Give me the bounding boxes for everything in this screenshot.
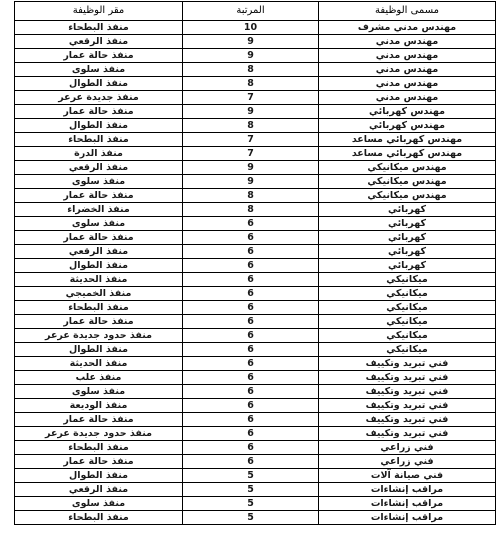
table-row <box>15 147 496 161</box>
cell-rank: 5 <box>183 483 319 497</box>
cell-job-location: منفذ علب <box>15 371 183 385</box>
table-row <box>15 357 496 371</box>
column-header-job-title: مسمى الوظيفة <box>319 2 496 21</box>
cell-job-location: منفذ حالة عمار <box>15 413 183 427</box>
cell-rank: 6 <box>183 301 319 315</box>
cell-rank: 5 <box>183 511 319 525</box>
cell-job-title: كهربائي <box>319 217 496 231</box>
cell-job-title: فني تبريد وتكييف <box>319 413 496 427</box>
cell-job-title: مهندس كهربائي <box>319 119 496 133</box>
table-row <box>15 175 496 189</box>
cell-job-location: منفذ البطحاء <box>15 441 183 455</box>
cell-job-location: منفذ سلوى <box>15 217 183 231</box>
cell-job-title: فني صيانة آلات <box>319 469 496 483</box>
table-row <box>15 231 496 245</box>
table-row <box>15 63 496 77</box>
table-row <box>15 385 496 399</box>
cell-job-location: منفذ الرقعي <box>15 161 183 175</box>
job-listings-document <box>14 1 495 525</box>
cell-job-title: فني تبريد وتكييف <box>319 371 496 385</box>
table-row <box>15 35 496 49</box>
cell-job-location: منفذ حالة عمار <box>15 105 183 119</box>
cell-job-location: منفذ الخضراء <box>15 203 183 217</box>
cell-job-location: منفذ البطحاء <box>15 133 183 147</box>
cell-job-title: مهندس مدني <box>319 63 496 77</box>
table-row <box>15 77 496 91</box>
table-row <box>15 413 496 427</box>
cell-job-title: فني تبريد وتكييف <box>319 427 496 441</box>
cell-job-title: فني زراعي <box>319 441 496 455</box>
table-row <box>15 49 496 63</box>
table-row <box>15 287 496 301</box>
table-header-row <box>15 2 496 21</box>
cell-job-title: ميكانيكي <box>319 343 496 357</box>
table-row <box>15 245 496 259</box>
cell-rank: 6 <box>183 441 319 455</box>
cell-job-location: منفذ الحديثة <box>15 357 183 371</box>
cell-rank: 6 <box>183 329 319 343</box>
cell-job-location: منفذ البطحاء <box>15 21 183 35</box>
cell-job-title: فني تبريد وتكييف <box>319 399 496 413</box>
cell-job-title: مهندس ميكانيكي <box>319 161 496 175</box>
cell-rank: 6 <box>183 217 319 231</box>
cell-job-title: مهندس كهربائي مساعد <box>319 147 496 161</box>
cell-job-title: كهربائي <box>319 245 496 259</box>
cell-rank: 9 <box>183 161 319 175</box>
cell-rank: 6 <box>183 427 319 441</box>
table-row <box>15 469 496 483</box>
table-row <box>15 161 496 175</box>
cell-rank: 6 <box>183 357 319 371</box>
table-row <box>15 217 496 231</box>
cell-rank: 6 <box>183 413 319 427</box>
cell-job-title: مراقب إنشاءات <box>319 497 496 511</box>
cell-rank: 9 <box>183 35 319 49</box>
cell-job-title: مهندس مدني <box>319 77 496 91</box>
cell-rank: 9 <box>183 105 319 119</box>
cell-job-title: مهندس مدني مشرف <box>319 21 496 35</box>
cell-job-title: ميكانيكي <box>319 287 496 301</box>
cell-rank: 6 <box>183 343 319 357</box>
cell-job-location: منفذ الطوال <box>15 119 183 133</box>
table-row <box>15 441 496 455</box>
cell-rank: 6 <box>183 245 319 259</box>
table-row <box>15 301 496 315</box>
cell-rank: 9 <box>183 175 319 189</box>
cell-rank: 6 <box>183 455 319 469</box>
cell-job-location: منفذ الرقعي <box>15 35 183 49</box>
cell-rank: 6 <box>183 287 319 301</box>
cell-job-title: ميكانيكي <box>319 273 496 287</box>
cell-job-title: مراقب إنشاءات <box>319 511 496 525</box>
cell-job-location: منفذ الوديعة <box>15 399 183 413</box>
cell-rank: 8 <box>183 203 319 217</box>
cell-job-title: فني زراعي <box>319 455 496 469</box>
cell-job-title: ميكانيكي <box>319 301 496 315</box>
cell-job-location: منفذ سلوى <box>15 497 183 511</box>
cell-job-location: منفذ حالة عمار <box>15 189 183 203</box>
cell-job-location: منفذ الرقعي <box>15 483 183 497</box>
cell-job-location: منفذ حالة عمار <box>15 231 183 245</box>
cell-job-location: منفذ حدود جديدة عرعر <box>15 329 183 343</box>
cell-job-location: منفذ سلوى <box>15 385 183 399</box>
cell-job-title: مهندس ميكانيكي <box>319 189 496 203</box>
cell-job-location: منفذ حالة عمار <box>15 315 183 329</box>
table-row <box>15 273 496 287</box>
cell-job-location: منفذ الخميجي <box>15 287 183 301</box>
job-listings-table <box>14 1 496 525</box>
cell-rank: 6 <box>183 385 319 399</box>
cell-job-title: كهربائي <box>319 231 496 245</box>
cell-job-title: ميكانيكي <box>319 329 496 343</box>
cell-rank: 8 <box>183 63 319 77</box>
cell-job-location: منفذ حدود جديدة عرعر <box>15 427 183 441</box>
cell-job-location: منفذ الطوال <box>15 77 183 91</box>
table-row <box>15 371 496 385</box>
table-row <box>15 399 496 413</box>
cell-job-title: مهندس كهربائي <box>319 105 496 119</box>
cell-rank: 5 <box>183 469 319 483</box>
cell-job-title: كهربائي <box>319 259 496 273</box>
cell-job-title: فني تبريد وتكييف <box>319 357 496 371</box>
table-row <box>15 483 496 497</box>
cell-rank: 9 <box>183 49 319 63</box>
cell-job-location: منفذ سلوى <box>15 63 183 77</box>
table-row <box>15 315 496 329</box>
cell-job-title: مهندس مدني <box>319 35 496 49</box>
cell-rank: 10 <box>183 21 319 35</box>
cell-job-location: منفذ الرقعي <box>15 245 183 259</box>
cell-rank: 5 <box>183 497 319 511</box>
cell-job-location: منفذ الطوال <box>15 259 183 273</box>
table-row <box>15 189 496 203</box>
watermark-logo <box>447 516 495 532</box>
cell-rank: 8 <box>183 77 319 91</box>
table-row <box>15 133 496 147</box>
cell-job-location: منفذ الدرة <box>15 147 183 161</box>
cell-job-title: مهندس مدني <box>319 49 496 63</box>
cell-rank: 6 <box>183 273 319 287</box>
table-row <box>15 511 496 525</box>
cell-job-location: منفذ حالة عمار <box>15 49 183 63</box>
cell-job-location: منفذ البطحاء <box>15 301 183 315</box>
cell-rank: 6 <box>183 399 319 413</box>
cell-rank: 7 <box>183 91 319 105</box>
cell-job-location: منفذ الطوال <box>15 343 183 357</box>
cell-rank: 6 <box>183 315 319 329</box>
table-row <box>15 427 496 441</box>
cell-job-title: كهربائي <box>319 203 496 217</box>
cell-rank: 7 <box>183 133 319 147</box>
table-body <box>15 21 496 525</box>
cell-rank: 6 <box>183 259 319 273</box>
table-row <box>15 21 496 35</box>
cell-job-location: منفذ الحديثة <box>15 273 183 287</box>
cell-job-title: مهندس كهربائي مساعد <box>319 133 496 147</box>
cell-job-location: منفذ الطوال <box>15 469 183 483</box>
cell-job-title: مهندس مدني <box>319 91 496 105</box>
column-header-rank: المرتبة <box>183 2 319 21</box>
column-header-job-location: مقر الوظيفة <box>15 2 183 21</box>
cell-job-location: منفذ جديدة عرعر <box>15 91 183 105</box>
table-row <box>15 343 496 357</box>
cell-job-title: مهندس ميكانيكي <box>319 175 496 189</box>
cell-rank: 6 <box>183 371 319 385</box>
table-row <box>15 497 496 511</box>
cell-rank: 6 <box>183 231 319 245</box>
table-row <box>15 329 496 343</box>
cell-job-location: منفذ سلوى <box>15 175 183 189</box>
cell-job-title: ميكانيكي <box>319 315 496 329</box>
table-row <box>15 105 496 119</box>
cell-rank: 8 <box>183 189 319 203</box>
cell-job-location: منفذ البطحاء <box>15 511 183 525</box>
table-row <box>15 119 496 133</box>
cell-job-location: منفذ حالة عمار <box>15 455 183 469</box>
table-row <box>15 259 496 273</box>
table-row <box>15 91 496 105</box>
cell-job-title: فني تبريد وتكييف <box>319 385 496 399</box>
cell-rank: 8 <box>183 119 319 133</box>
cell-job-title: مراقب إنشاءات <box>319 483 496 497</box>
table-row <box>15 455 496 469</box>
cell-rank: 7 <box>183 147 319 161</box>
table-row <box>15 203 496 217</box>
